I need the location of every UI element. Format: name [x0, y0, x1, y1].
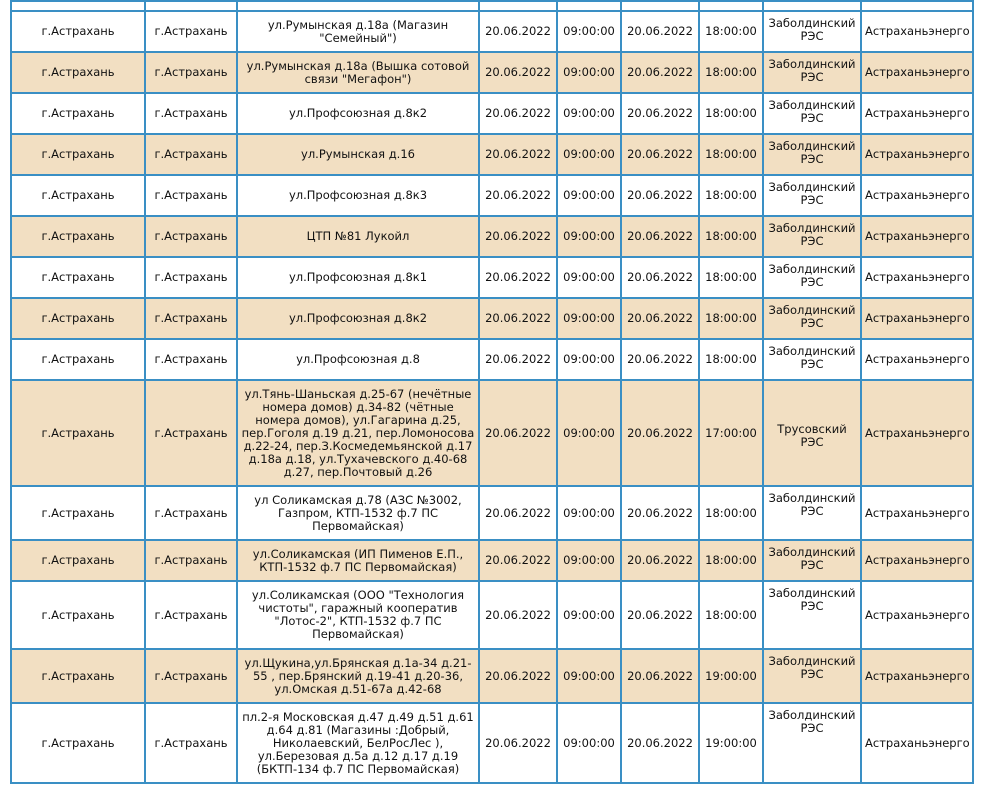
end-time-cell: 18:00:00 — [699, 581, 763, 649]
locality-cell: г.Астрахань — [145, 380, 237, 486]
locality-cell: г.Астрахань — [145, 257, 237, 298]
end-time-cell: 18:00:00 — [699, 298, 763, 339]
start-time-cell: 09:00:00 — [557, 11, 621, 52]
stub-cell — [699, 1, 763, 11]
res-cell: Заболдинский РЭС — [763, 339, 861, 380]
district-cell: г.Астрахань — [11, 540, 145, 581]
company-cell: Астраханьэнерго — [861, 11, 973, 52]
table-row — [11, 175, 973, 216]
end-date-cell: 20.06.2022 — [621, 649, 699, 703]
start-date-cell: 20.06.2022 — [479, 298, 557, 339]
start-time-cell: 09:00:00 — [557, 703, 621, 783]
end-date-cell: 20.06.2022 — [621, 540, 699, 581]
end-time-cell: 19:00:00 — [699, 703, 763, 783]
company-cell: Астраханьэнерго — [861, 339, 973, 380]
start-time-cell: 09:00:00 — [557, 257, 621, 298]
address-cell: ул.Румынская д.18а (Магазин "Семейный") — [237, 11, 479, 52]
table-row — [11, 298, 973, 339]
res-cell: Заболдинский РЭС — [763, 216, 861, 257]
end-date-cell: 20.06.2022 — [621, 93, 699, 134]
district-cell: г.Астрахань — [11, 649, 145, 703]
district-cell: г.Астрахань — [11, 216, 145, 257]
end-date-cell: 20.06.2022 — [621, 257, 699, 298]
end-time-cell: 19:00:00 — [699, 649, 763, 703]
table-row — [11, 52, 973, 93]
end-date-cell: 20.06.2022 — [621, 486, 699, 540]
address-cell: ул.Щукина,ул.Брянская д.1а-34 д.21-55 , пер.Брянский д.19-41 д.20-36, ул.Омская д.51-67а д.42-68 — [237, 649, 479, 703]
district-cell: г.Астрахань — [11, 703, 145, 783]
end-time-cell: 17:00:00 — [699, 380, 763, 486]
company-cell: Астраханьэнерго — [861, 649, 973, 703]
start-time-cell: 09:00:00 — [557, 298, 621, 339]
res-cell: Заболдинский РЭС — [763, 486, 861, 540]
outage-table — [10, 0, 974, 784]
address-cell: ул.Тянь-Шаньская д.25-67 (нечётные номера домов) д.34-82 (чётные номера домов), ул.Гагарина д.25, пер.Гоголя д.19 д.21, пер.Ломоносова д.22-24, пер.З.Космедемьянской д.17 д.18а д.18, ул.Тухачевского д.40-68 д.27, пер.Почтовый д.26 — [237, 380, 479, 486]
end-time-cell: 18:00:00 — [699, 134, 763, 175]
start-date-cell: 20.06.2022 — [479, 649, 557, 703]
end-time-cell: 18:00:00 — [699, 216, 763, 257]
res-cell: Заболдинский РЭС — [763, 134, 861, 175]
end-date-cell: 20.06.2022 — [621, 52, 699, 93]
district-cell: г.Астрахань — [11, 11, 145, 52]
start-date-cell: 20.06.2022 — [479, 703, 557, 783]
locality-cell: г.Астрахань — [145, 649, 237, 703]
start-time-cell: 09:00:00 — [557, 52, 621, 93]
start-date-cell: 20.06.2022 — [479, 175, 557, 216]
start-date-cell: 20.06.2022 — [479, 93, 557, 134]
start-date-cell: 20.06.2022 — [479, 134, 557, 175]
end-date-cell: 20.06.2022 — [621, 216, 699, 257]
stub-cell — [145, 1, 237, 11]
end-time-cell: 18:00:00 — [699, 486, 763, 540]
locality-cell: г.Астрахань — [145, 339, 237, 380]
locality-cell: г.Астрахань — [145, 216, 237, 257]
district-cell: г.Астрахань — [11, 581, 145, 649]
end-time-cell: 18:00:00 — [699, 175, 763, 216]
table-row — [11, 649, 973, 703]
address-cell: ул.Профсоюзная д.8к2 — [237, 93, 479, 134]
res-cell: Трусовский РЭС — [763, 380, 861, 486]
address-cell: ул.Соликамская (ИП Пименов Е.П., КТП-1532 ф.7 ПС Первомайская) — [237, 540, 479, 581]
table-row — [11, 540, 973, 581]
district-cell: г.Астрахань — [11, 298, 145, 339]
start-time-cell: 09:00:00 — [557, 134, 621, 175]
locality-cell: г.Астрахань — [145, 11, 237, 52]
start-time-cell: 09:00:00 — [557, 540, 621, 581]
locality-cell: г.Астрахань — [145, 52, 237, 93]
address-cell: ул.Профсоюзная д.8 — [237, 339, 479, 380]
district-cell: г.Астрахань — [11, 339, 145, 380]
start-date-cell: 20.06.2022 — [479, 581, 557, 649]
address-cell: ул.Профсоюзная д.8к1 — [237, 257, 479, 298]
company-cell: Астраханьэнерго — [861, 540, 973, 581]
end-date-cell: 20.06.2022 — [621, 298, 699, 339]
address-cell: ул.Профсоюзная д.8к2 — [237, 298, 479, 339]
district-cell: г.Астрахань — [11, 175, 145, 216]
company-cell: Астраханьэнерго — [861, 216, 973, 257]
end-time-cell: 18:00:00 — [699, 52, 763, 93]
address-cell: ЦТП №81 Лукойл — [237, 216, 479, 257]
locality-cell: г.Астрахань — [145, 486, 237, 540]
start-time-cell: 09:00:00 — [557, 581, 621, 649]
end-date-cell: 20.06.2022 — [621, 11, 699, 52]
start-date-cell: 20.06.2022 — [479, 339, 557, 380]
company-cell: Астраханьэнерго — [861, 581, 973, 649]
res-cell: Заболдинский РЭС — [763, 703, 861, 783]
res-cell: Заболдинский РЭС — [763, 52, 861, 93]
district-cell: г.Астрахань — [11, 93, 145, 134]
company-cell: Астраханьэнерго — [861, 175, 973, 216]
address-cell: ул.Профсоюзная д.8к3 — [237, 175, 479, 216]
table-row — [11, 134, 973, 175]
start-time-cell: 09:00:00 — [557, 486, 621, 540]
end-time-cell: 18:00:00 — [699, 11, 763, 52]
end-date-cell: 20.06.2022 — [621, 380, 699, 486]
district-cell: г.Астрахань — [11, 52, 145, 93]
locality-cell: г.Астрахань — [145, 175, 237, 216]
end-date-cell: 20.06.2022 — [621, 134, 699, 175]
end-time-cell: 18:00:00 — [699, 540, 763, 581]
end-time-cell: 18:00:00 — [699, 257, 763, 298]
table-row — [11, 11, 973, 52]
district-cell: г.Астрахань — [11, 134, 145, 175]
outage-table-container — [10, 0, 974, 784]
res-cell: Заболдинский РЭС — [763, 175, 861, 216]
table-top-stub — [11, 1, 973, 11]
table-row — [11, 93, 973, 134]
stub-cell — [11, 1, 145, 11]
start-date-cell: 20.06.2022 — [479, 52, 557, 93]
start-date-cell: 20.06.2022 — [479, 257, 557, 298]
stub-cell — [861, 1, 973, 11]
table-row — [11, 486, 973, 540]
end-date-cell: 20.06.2022 — [621, 581, 699, 649]
start-time-cell: 09:00:00 — [557, 175, 621, 216]
end-date-cell: 20.06.2022 — [621, 339, 699, 380]
district-cell: г.Астрахань — [11, 257, 145, 298]
table-row — [11, 216, 973, 257]
company-cell: Астраханьэнерго — [861, 380, 973, 486]
table-row — [11, 703, 973, 783]
company-cell: Астраханьэнерго — [861, 52, 973, 93]
company-cell: Астраханьэнерго — [861, 134, 973, 175]
start-time-cell: 09:00:00 — [557, 649, 621, 703]
start-date-cell: 20.06.2022 — [479, 11, 557, 52]
res-cell: Заболдинский РЭС — [763, 257, 861, 298]
district-cell: г.Астрахань — [11, 380, 145, 486]
table-row — [11, 257, 973, 298]
locality-cell: г.Астрахань — [145, 540, 237, 581]
start-time-cell: 09:00:00 — [557, 339, 621, 380]
address-cell: ул.Соликамская (ООО "Технология чистоты", гаражный кооператив "Лотос-2", КТП-1532 ф.7 ПС Первомайская) — [237, 581, 479, 649]
res-cell: Заболдинский РЭС — [763, 540, 861, 581]
company-cell: Астраханьэнерго — [861, 93, 973, 134]
start-time-cell: 09:00:00 — [557, 216, 621, 257]
address-cell: ул.Румынская д.16 — [237, 134, 479, 175]
end-time-cell: 18:00:00 — [699, 339, 763, 380]
company-cell: Астраханьэнерго — [861, 703, 973, 783]
start-time-cell: 09:00:00 — [557, 380, 621, 486]
company-cell: Астраханьэнерго — [861, 298, 973, 339]
res-cell: Заболдинский РЭС — [763, 93, 861, 134]
start-date-cell: 20.06.2022 — [479, 380, 557, 486]
end-time-cell: 18:00:00 — [699, 93, 763, 134]
outage-table-body — [11, 1, 973, 783]
company-cell: Астраханьэнерго — [861, 486, 973, 540]
end-date-cell: 20.06.2022 — [621, 175, 699, 216]
res-cell: Заболдинский РЭС — [763, 298, 861, 339]
address-cell: пл.2-я Московская д.47 д.49 д.51 д.61 д.64 д.81 (Магазины :Добрый, Николаевский, БелРосЛес ), ул.Березовая д.5а д.12 д.17 д.19 (БКТП-134 ф.7 ПС Первомайская) — [237, 703, 479, 783]
stub-cell — [763, 1, 861, 11]
address-cell: ул.Румынская д.18а (Вышка сотовой связи "Мегафон") — [237, 52, 479, 93]
stub-cell — [621, 1, 699, 11]
table-row — [11, 380, 973, 486]
start-date-cell: 20.06.2022 — [479, 540, 557, 581]
company-cell: Астраханьэнерго — [861, 257, 973, 298]
res-cell: Заболдинский РЭС — [763, 11, 861, 52]
start-date-cell: 20.06.2022 — [479, 216, 557, 257]
res-cell: Заболдинский РЭС — [763, 581, 861, 649]
table-row — [11, 581, 973, 649]
end-date-cell: 20.06.2022 — [621, 703, 699, 783]
locality-cell: г.Астрахань — [145, 581, 237, 649]
locality-cell: г.Астрахань — [145, 134, 237, 175]
res-cell: Заболдинский РЭС — [763, 649, 861, 703]
stub-cell — [479, 1, 557, 11]
locality-cell: г.Астрахань — [145, 703, 237, 783]
locality-cell: г.Астрахань — [145, 93, 237, 134]
district-cell: г.Астрахань — [11, 486, 145, 540]
stub-cell — [557, 1, 621, 11]
start-date-cell: 20.06.2022 — [479, 486, 557, 540]
stub-cell — [237, 1, 479, 11]
locality-cell: г.Астрахань — [145, 298, 237, 339]
table-row — [11, 339, 973, 380]
address-cell: ул Соликамская д.78 (АЗС №3002, Газпром, КТП-1532 ф.7 ПС Первомайская) — [237, 486, 479, 540]
start-time-cell: 09:00:00 — [557, 93, 621, 134]
